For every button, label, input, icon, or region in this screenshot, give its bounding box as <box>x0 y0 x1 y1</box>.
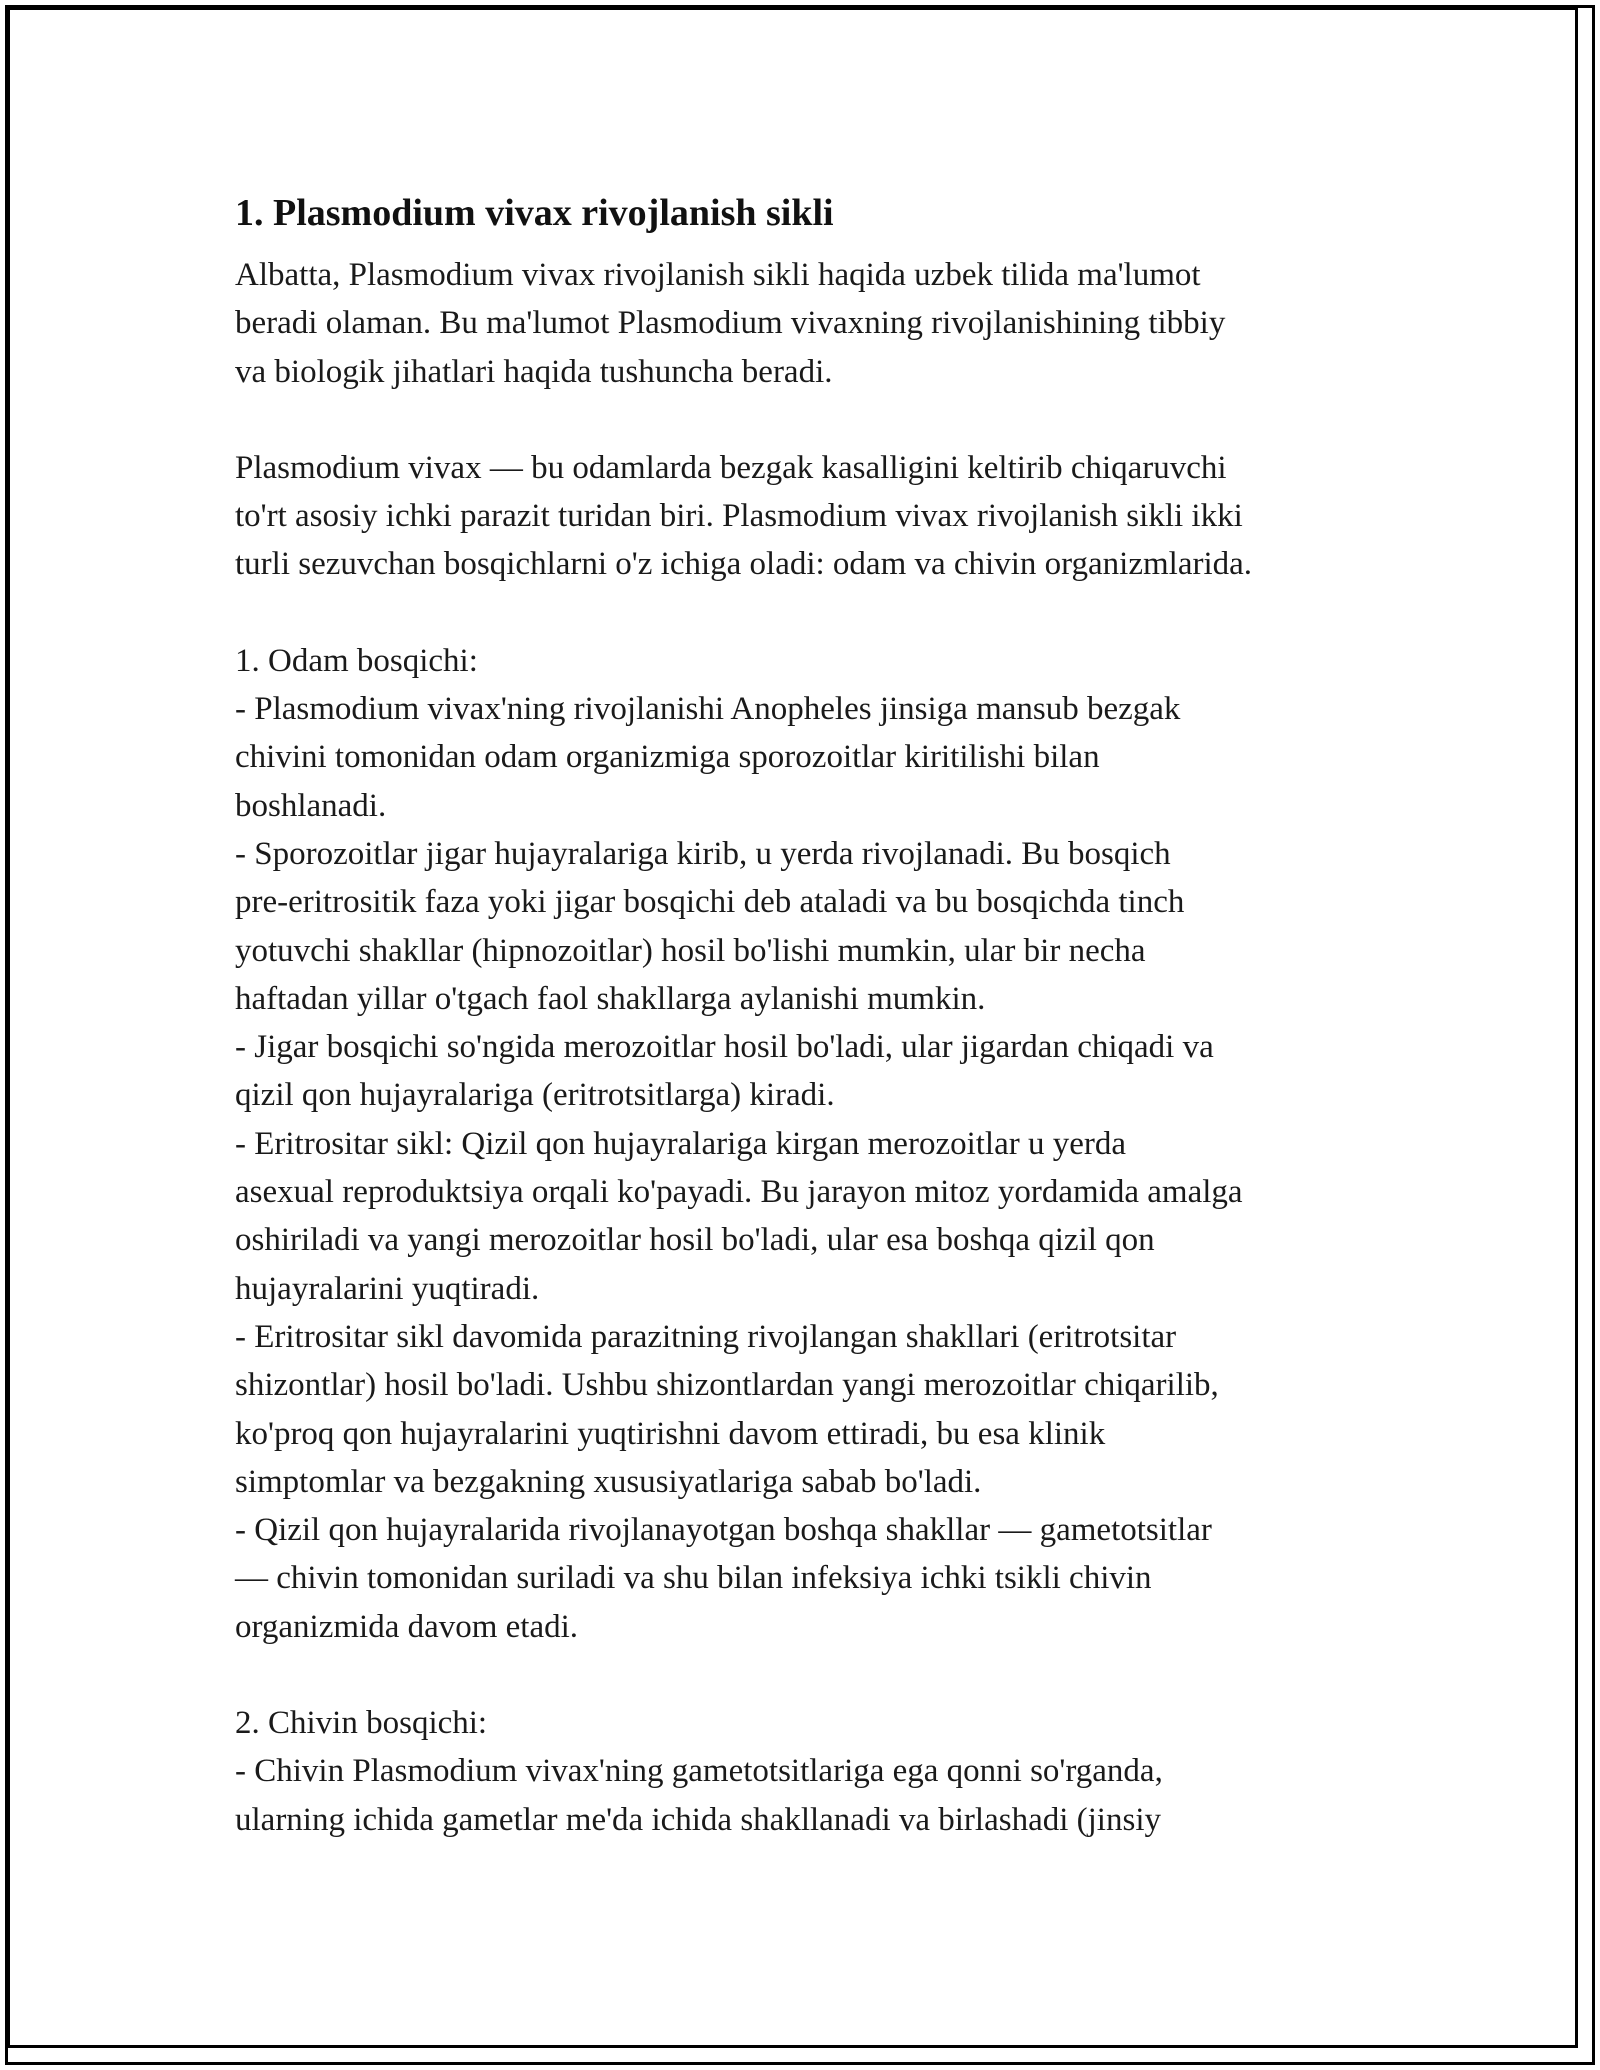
section-human-stage <box>235 637 1395 1651</box>
list-item: - Sporozoitlar jigar hujayralariga kirib, u yerda rivojlanadi. Bu bosqich pre-eritrositik faza yoki jigar bosqichi deb ataladi va bu bosqichda tinch yotuvchi shakllar (hipnozoitlar) hosil bo'lishi mumkin, ular bir necha haftadan yillar o'tgach faol shakllarga aylanishi mumkin. <box>235 835 1185 1017</box>
list-item: - Jigar bosqichi so'ngida merozoitlar hosil bo'ladi, ular jigardan chiqadi va qizil qon hujayralariga (eritrotsitlarga) kiradi. <box>235 1029 1214 1114</box>
list-item: - Qizil qon hujayralarida rivojlanayotgan boshqa shakllar — gametotsitlar — chivin tomonidan suriladi va shu bilan infeksiya ichki tsikli chivin organizmida davom etadi. <box>235 1512 1212 1645</box>
overview-paragraph: Plasmodium vivax — bu odamlarda bezgak kasalligini keltirib chiqaruvchi to'rt asosiy ichki parazit turidan biri. Plasmodium vivax rivojlanish sikli ikki turli sezuvchan bosqichlarni o'z ichiga oladi: odam va chivin organizmlarida. <box>235 449 1253 583</box>
list-item: - Plasmodium vivax'ning rivojlanishi Anopheles jinsiga mansub bezgak chivini tomonidan odam organizmiga sporozoitlar kiritilishi bilan boshlanadi. <box>235 691 1181 824</box>
list-item: - Eritrositar sikl davomida parazitning rivojlangan shakllari (eritrotsitar shizontlar) hosil bo'ladi. Ushbu shizontlardan yangi merozoitlar chiqarilib, ko'proq qon hujayralarini yuqtirishni davom ettiradi, bu esa klinik simptomlar va bezgakning xususiyatlariga sabab bo'ladi. <box>235 1318 1219 1500</box>
section-heading: 1. Odam bosqichi: <box>235 642 478 679</box>
list-item: - Chivin Plasmodium vivax'ning gametotsitlariga ega qonni so'rganda, ularning ichida gametlar me'da ichida shakllanadi va birlashadi (jinsiy <box>235 1753 1163 1838</box>
intro-paragraph: Albatta, Plasmodium vivax rivojlanish sikli haqida uzbek tilida ma'lumot beradi olaman. Bu ma'lumot Plasmodium vivaxning rivojlanishining tibbiy va biologik jihatlari haqida tushuncha beradi. <box>235 257 1226 390</box>
section-heading: 2. Chivin bosqichi: <box>235 1705 488 1742</box>
document-title: 1. Plasmodium vivax rivojlanish sikli <box>235 192 834 234</box>
document-body <box>235 185 1395 1892</box>
list-item: - Eritrositar sikl: Qizil qon hujayralariga kirgan merozoitlar u yerda asexual reproduktsiya orqali ko'payadi. Bu jarayon mitoz yordamida amalga oshiriladi va yangi merozoitlar hosil bo'ladi, ular esa boshqa qizil qon hujayralarini yuqtiradi. <box>235 1125 1243 1307</box>
section-mosquito-stage <box>235 1699 1395 1844</box>
